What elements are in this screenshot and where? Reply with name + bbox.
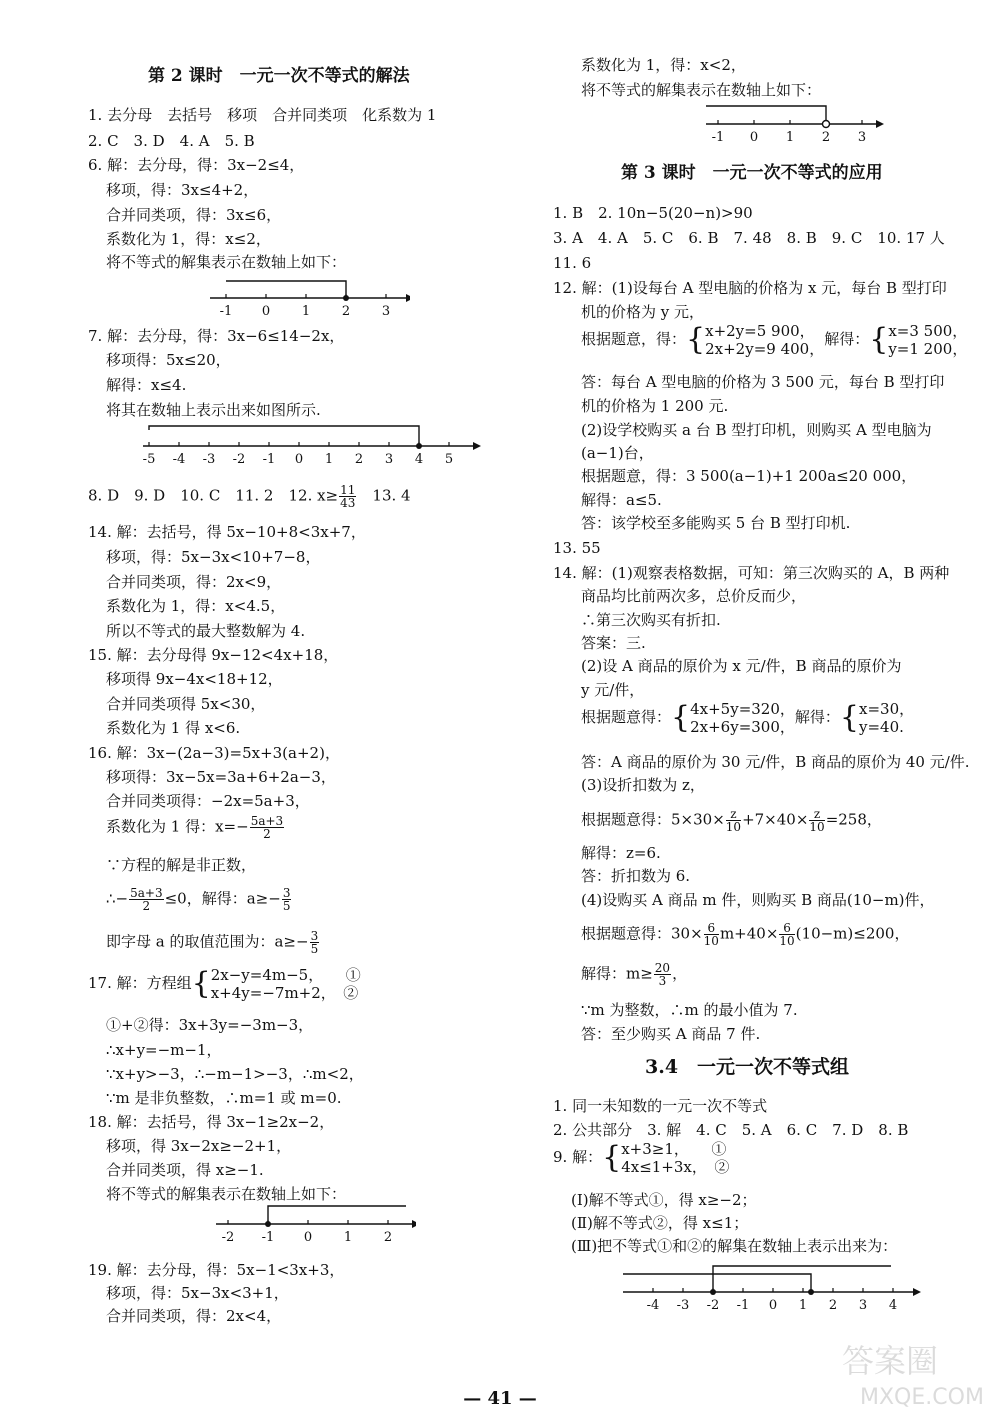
answer-line: 移项，得：5x−3x<3+1， <box>106 1284 289 1302</box>
svg-text:答案圈: 答案圈 <box>842 1342 939 1380</box>
tick-label: 2 <box>383 1230 393 1245</box>
number-line <box>216 1200 416 1250</box>
tick-label: -1 <box>711 130 725 145</box>
brace: { <box>602 1140 622 1175</box>
answer-line: 16. 解：3x−(2a−3)=5x+3(a+2)， <box>88 744 340 762</box>
answer-line: 答案：三. <box>581 634 646 652</box>
fraction: $\frac{3}{5}$ <box>310 929 319 956</box>
answer-line: 1. B 2. 10n−5(20−n)>90 <box>553 204 753 222</box>
tick-label: -1 <box>736 1298 750 1313</box>
brace: { <box>686 322 706 357</box>
answer-line: 解得：a≤5. <box>581 491 662 509</box>
tick-label: -2 <box>232 452 246 467</box>
answer-line: 答：每台 A 型电脑的价格为 3 500 元，每台 B 型打印 <box>581 373 945 391</box>
answer-line: 根据题意得：{4x+5y=320， 2x+6y=300，解得：{x=30， y=40. <box>581 700 915 736</box>
answer-line: 18. 解：去括号，得 3x−1≥2x−2， <box>88 1113 335 1131</box>
tick-label: 1 <box>324 452 334 467</box>
tick-label: -5 <box>143 452 156 467</box>
answer-line: ∴x+y=−m−1， <box>106 1041 222 1059</box>
answer-line: 15. 解：去分母得 9x−12<4x+18， <box>88 646 339 664</box>
answer-line: 答：折扣数为 6. <box>581 867 691 885</box>
answer-line: 将不等式的解集表示在数轴上如下： <box>581 81 822 99</box>
tick-label: 2 <box>341 304 351 319</box>
number-line-figure <box>623 1260 923 1316</box>
svg-text:MXQE.COM: MXQE.COM <box>860 1385 984 1410</box>
answer-line: 答：A 商品的原价为 30 元/件，B 商品的原价为 40 元/件. <box>581 753 970 771</box>
answer-line: 即字母 a 的取值范围为：a≥− $\frac{3}{5}$ <box>106 929 319 956</box>
answer-line: ∵m 为整数，∴m 的最小值为 7. <box>581 1001 798 1019</box>
tick-label: 0 <box>768 1298 778 1313</box>
tick-label: -2 <box>221 1230 235 1245</box>
answer-line: 根据题意得：5×30× $\frac{z}{10}$ +7×40× $\frac{z}{10}$ =258， <box>581 807 882 834</box>
answer-line: 将不等式的解集表示在数轴上如下： <box>106 253 347 271</box>
answer-line: 系数化为 1，得：x<2， <box>581 56 746 74</box>
answer-line: 1. 同一未知数的一元一次不等式 <box>553 1097 768 1115</box>
number-line <box>706 100 896 150</box>
fraction: $\frac{11}{43}$ <box>340 483 356 510</box>
answer-line: 机的价格为 1 200 元. <box>581 397 729 415</box>
equation-system: 2x−y=4m−5， ① x+4y=−7m+2， ② <box>210 966 361 1002</box>
equation-system: x+3≥1， ① 4x≤1+3x， ② <box>621 1140 730 1176</box>
answer-line: 系数化为 1 得 x<6. <box>106 719 241 737</box>
answer-line: y 元/件， <box>581 681 645 699</box>
answer-line: ∴− $\frac{5a+3}{2}$ ≤0，解得：a≥− $\frac{3}{5}$ <box>106 886 291 913</box>
answer-line: 合并同类项，得：2x<9， <box>106 573 282 591</box>
number-line-figure <box>143 420 483 470</box>
answer-line: 商品均比前两次多，总价反而少， <box>581 587 807 605</box>
answer-line: (a−1)台， <box>581 444 654 462</box>
tick-label: 3 <box>858 1298 868 1313</box>
tick-label: 1 <box>785 130 795 145</box>
answer-line: 2. 公共部分 3. 解 4. C 5. A 6. C 7. D 8. B <box>553 1121 909 1139</box>
answer-line: 合并同类项，得：3x≤6， <box>106 206 282 224</box>
answer-line: ①+②得：3x+3y=−3m−3， <box>106 1016 314 1034</box>
answer-line: 答：该学校至多能购买 5 台 B 型打印机. <box>581 514 851 532</box>
tick-label: -4 <box>646 1298 660 1313</box>
section-heading: 3.4 一元一次不等式组 <box>645 1056 850 1078</box>
tick-label: -1 <box>219 304 233 319</box>
number-line <box>210 276 410 326</box>
answer-line: 合并同类项得：−2x=5a+3， <box>106 792 310 810</box>
tick-label: 2 <box>828 1298 838 1313</box>
answer-line: 所以不等式的最大整数解为 4. <box>106 622 306 640</box>
tick-label: -2 <box>706 1298 720 1313</box>
answer-line: 机的价格为 y 元， <box>581 303 705 321</box>
answer-line: 11. 6 <box>553 254 592 272</box>
answer-line: 6. 解：去分母，得：3x−2≤4， <box>88 156 305 174</box>
answer-line: 移项得 9x−4x<18+12， <box>106 670 283 688</box>
fraction: $\frac{3}{5}$ <box>282 886 291 913</box>
answer-line: 移项得：3x−5x=3a+6+2a−3， <box>106 768 336 786</box>
answer-line: 12. 解：(1)设每台 A 型电脑的价格为 x 元，每台 B 型打印 <box>553 279 947 297</box>
tick-label: 4 <box>888 1298 898 1313</box>
fraction: $\frac{z}{10}$ <box>809 807 825 834</box>
section-heading: 第 2 课时 一元一次不等式的解法 <box>148 66 410 86</box>
answer-line: 13. 55 <box>553 539 601 557</box>
fraction: $\frac{6}{10}$ <box>779 921 795 948</box>
answer-line: 合并同类项得 5x<30， <box>106 695 266 713</box>
tick-label: -3 <box>676 1298 690 1313</box>
answer-line: 8. D 9. D 10. C 11. 2 12. x≥ $\frac{11}{43}$ 13. 4 <box>88 483 411 510</box>
answer-line: 2. C 3. D 4. A 5. B <box>88 132 255 150</box>
answer-line: 系数化为 1，得：x<4.5， <box>106 597 286 615</box>
tick-label: 2 <box>821 130 831 145</box>
tick-label: 0 <box>303 1230 313 1245</box>
answer-line: (Ⅰ)解不等式①，得 x≥−2； <box>571 1191 757 1209</box>
answer-line: ∵x+y>−3，∴−m−1>−3，∴m<2， <box>106 1065 364 1083</box>
number-line-figure <box>216 1200 416 1246</box>
answer-line: (4)设购买 A 商品 m 件，则购买 B 商品(10−m)件， <box>581 891 935 909</box>
tick-label: -3 <box>202 452 216 467</box>
answer-line: 合并同类项，得：2x<4， <box>106 1307 282 1325</box>
tick-label: 0 <box>749 130 759 145</box>
answer-line: (3)设折扣数为 z， <box>581 776 705 794</box>
tick-label: 0 <box>261 304 271 319</box>
tick-label: 3 <box>857 130 867 145</box>
answer-line: 9. 解：{x+3≥1， ① 4x≤1+3x， ② <box>553 1140 730 1176</box>
answer-line: 系数化为 1 得：x=− $\frac{5a+3}{2}$ <box>106 814 284 841</box>
equation-system: x+2y=5 900， 2x+2y=9 400， <box>705 322 825 358</box>
answer-line: 将其在数轴上表示出来如图所示. <box>106 401 321 419</box>
answer-line: 解得：z=6. <box>581 844 661 862</box>
tick-label: 0 <box>294 452 304 467</box>
brace: { <box>839 700 860 735</box>
answer-line: ∴第三次购买有折扣. <box>581 611 721 629</box>
watermark-logo <box>838 1332 988 1412</box>
brace: { <box>191 966 211 1001</box>
tick-label: -1 <box>261 1230 275 1245</box>
fraction: $\frac{z}{10}$ <box>725 807 742 834</box>
equation-system: x=30， y=40. <box>859 700 915 736</box>
number-line <box>623 1260 923 1320</box>
answer-line: 3. A 4. A 5. C 6. B 7. 48 8. B 9. C 10. 17 人 <box>553 229 945 247</box>
tick-label: -1 <box>262 452 276 467</box>
answer-line: (Ⅱ)解不等式②，得 x≤1； <box>571 1214 749 1232</box>
answer-line: 将不等式的解集表示在数轴上如下： <box>106 1185 347 1203</box>
number-line-figure <box>706 100 896 146</box>
tick-label: 3 <box>381 304 391 319</box>
tick-label: 1 <box>301 304 311 319</box>
equation-system: 4x+5y=320， 2x+6y=300， <box>690 700 795 736</box>
tick-label: 2 <box>354 452 364 467</box>
answer-line: 移项，得 3x−2x≥−2+1， <box>106 1137 292 1155</box>
page-number: — 41 — <box>463 1388 537 1409</box>
fraction: $\frac{20}{3}$ <box>654 961 671 988</box>
answer-line: (2)设 A 商品的原价为 x 元/件，B 商品的原价为 <box>581 657 902 675</box>
brace: { <box>671 700 691 735</box>
answer-line: 14. 解：去括号，得 5x−10+8<3x+7， <box>88 523 366 541</box>
answer-line: ∵方程的解是非正数， <box>106 856 257 874</box>
brace: { <box>869 322 889 357</box>
tick-label: 4 <box>414 452 424 467</box>
answer-line: 17. 解：方程组{2x−y=4m−5， ① x+4y=−7m+2， ② <box>88 966 361 1002</box>
fraction: $\frac{5a+3}{2}$ <box>250 814 284 841</box>
tick-label: -4 <box>172 452 186 467</box>
answer-line: 合并同类项，得 x≥−1. <box>106 1161 264 1179</box>
answer-line: 移项，得：5x−3x<10+7−8， <box>106 548 321 566</box>
answer-line: ∵m 是非负整数，∴m=1 或 m=0. <box>106 1089 342 1107</box>
answer-line: 根据题意，得：3 500(a−1)+1 200a≤20 000， <box>581 467 917 485</box>
answer-line: 根据题意，得：{x+2y=5 900， 2x+2y=9 400，解得：{x=3 500， y=1 200， <box>581 322 968 358</box>
answer-line: 移项，得：3x≤4+2， <box>106 181 259 199</box>
number-line <box>143 420 483 474</box>
answer-line: 解得：x≤4. <box>106 376 187 394</box>
number-line-figure <box>210 276 410 322</box>
answer-line: 根据题意得：30× $\frac{6}{10}$ m+40× $\frac{6}{10}$ (10−m)≤200， <box>581 921 910 948</box>
tick-label: 1 <box>343 1230 353 1245</box>
answer-line: 解得：m≥ $\frac{20}{3}$ ， <box>581 961 688 988</box>
answer-line: 答：至少购买 A 商品 7 件. <box>581 1025 761 1043</box>
tick-label: 1 <box>798 1298 808 1313</box>
answer-line: (2)设学校购买 a 台 B 型打印机，则购买 A 型电脑为 <box>581 421 932 439</box>
equation-system: x=3 500， y=1 200， <box>888 322 968 358</box>
answer-line: 1. 去分母 去括号 移项 合并同类项 化系数为 1 <box>88 106 437 124</box>
fraction: $\frac{6}{10}$ <box>703 921 719 948</box>
answer-line: (Ⅲ)把不等式①和②的解集在数轴上表示出来为： <box>571 1237 898 1255</box>
answer-line: 14. 解：(1)观察表格数据，可知：第三次购买的 A，B 两种 <box>553 564 950 582</box>
tick-label: 5 <box>444 452 454 467</box>
answer-line: 系数化为 1，得：x≤2， <box>106 230 271 248</box>
answer-line: 移项得：5x≤20， <box>106 351 231 369</box>
answer-line: 19. 解：去分母，得：5x−1<3x+3， <box>88 1261 345 1279</box>
fraction: $\frac{5a+3}{2}$ <box>130 886 163 913</box>
section-heading: 第 3 课时 一元一次不等式的应用 <box>621 163 883 183</box>
tick-label: 3 <box>384 452 394 467</box>
answer-line: 7. 解：去分母，得：3x−6≤14−2x， <box>88 327 345 345</box>
